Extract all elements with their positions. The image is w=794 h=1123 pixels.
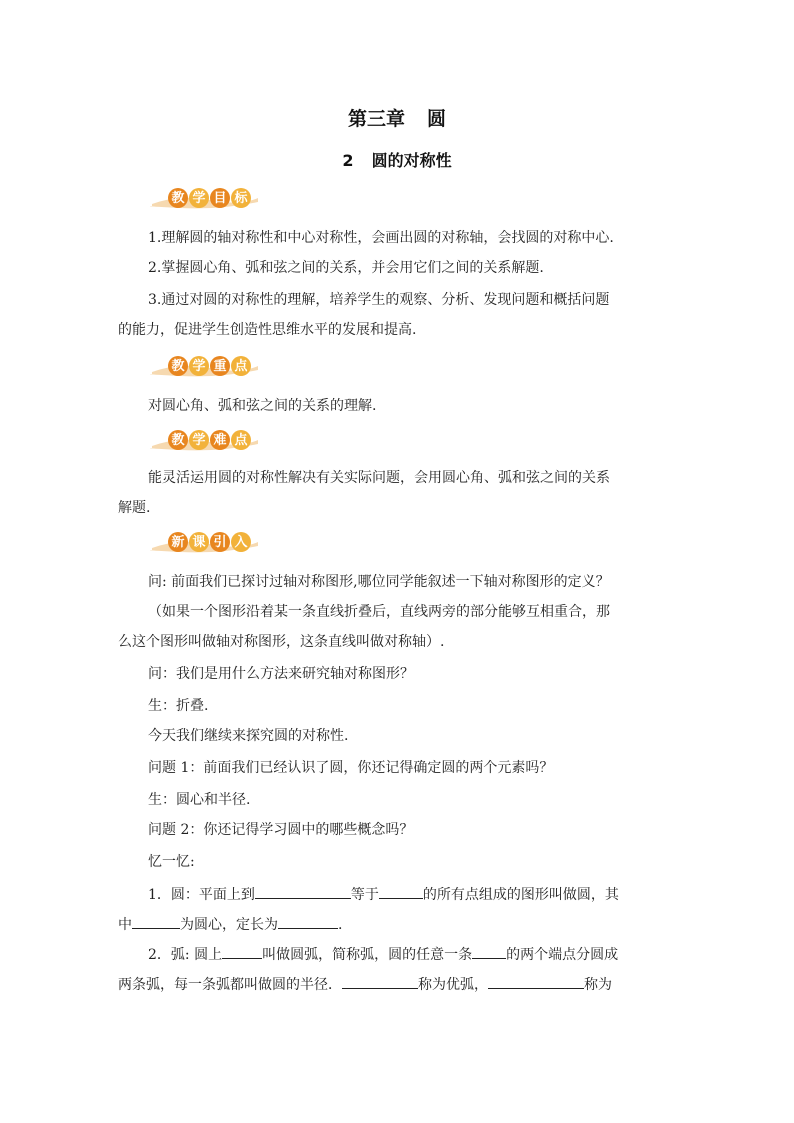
- fill-text: .: [338, 917, 343, 933]
- key-point-text: 对圆心角、弧和弦之间的关系的理解.: [148, 398, 377, 414]
- chapter-title: [0, 104, 794, 131]
- chapter-name: 圆: [427, 108, 447, 130]
- problem-2: 问题 2：你还记得学习圆中的哪些概念吗？: [148, 822, 414, 838]
- badge-char: 教: [168, 188, 188, 208]
- badge-char: 入: [231, 532, 251, 552]
- intro-continue: 今天我们继续来探究圆的对称性.: [148, 728, 349, 744]
- blank-field[interactable]: [222, 944, 262, 959]
- badge-char: 新: [168, 532, 188, 552]
- fill-in-1-cont: [118, 914, 678, 935]
- blank-field[interactable]: [379, 884, 423, 899]
- goal-item-3: 3.通过对圆的对称性的理解，培养学生的观察、分析、发现问题和概括问题: [148, 292, 610, 308]
- difficulty-text: 能灵活运用圆的对称性解决有关实际问题，会用圆心角、弧和弦之间的关系: [148, 470, 610, 486]
- recall-label: 忆一忆:: [148, 854, 195, 870]
- badge-char: 难: [210, 430, 230, 450]
- blank-field[interactable]: [278, 914, 338, 929]
- badge-key-points: [150, 354, 260, 380]
- fill-text: 两条弧，每一条弧都叫做圆的半径．: [118, 977, 342, 993]
- section-title: [0, 148, 794, 171]
- blank-field[interactable]: [255, 884, 351, 899]
- fill-text: 的所有点组成的图形叫做圆，其: [422, 887, 619, 903]
- badge-char: 标: [231, 188, 251, 208]
- badge-intro: [150, 530, 260, 556]
- badge-teaching-goals: [150, 186, 260, 212]
- fill-text: 1．圆：平面上到: [148, 887, 255, 903]
- blank-field[interactable]: [132, 914, 180, 929]
- badge-char: 引: [210, 532, 230, 552]
- problem-1-answer: 生：圆心和半径.: [148, 792, 251, 808]
- goal-item-2: 2.掌握圆心角、弧和弦之间的关系，并会用它们之间的关系解题.: [148, 260, 544, 276]
- fill-in-1: [148, 884, 708, 905]
- badge-char: 课: [189, 532, 209, 552]
- badge-char: 目: [210, 188, 230, 208]
- section-name: 圆的对称性: [371, 151, 452, 170]
- fill-text: 为圆心，定长为: [180, 917, 278, 933]
- badge-char: 学: [189, 430, 209, 450]
- intro-answer-1: （如果一个图形沿着某一条直线折叠后，直线两旁的部分能够互相重合，那: [148, 604, 610, 620]
- badge-char: 点: [231, 430, 251, 450]
- goal-item-1: 1.理解圆的轴对称性和中心对称性，会画出圆的对称轴，会找圆的对称中心.: [148, 230, 614, 246]
- badge-char: 教: [168, 356, 188, 376]
- goal-item-3-cont: 的能力，促进学生创造性思维水平的发展和提高.: [118, 322, 417, 338]
- blank-field[interactable]: [342, 974, 418, 989]
- difficulty-text-cont: 解题.: [118, 500, 151, 516]
- fill-text: 2．弧: 圆上: [148, 947, 223, 963]
- badge-difficulties: [150, 428, 260, 454]
- intro-question-1: 问: 前面我们已探讨过轴对称图形,哪位同学能叙述一下轴对称图形的定义？: [148, 574, 610, 590]
- badge-char: 学: [189, 356, 209, 376]
- chapter-label: 第三章: [347, 108, 405, 130]
- badge-char: 重: [210, 356, 230, 376]
- fill-text: 中: [118, 917, 132, 933]
- fill-text: 的两个端点分圆成: [506, 947, 619, 963]
- fill-in-2: [148, 944, 708, 965]
- fill-in-2-cont: [118, 974, 678, 995]
- intro-question-2: 问：我们是用什么方法来研究轴对称图形？: [148, 666, 414, 682]
- problem-1: 问题 1：前面我们已经认识了圆，你还记得确定圆的两个元素吗？: [148, 760, 554, 776]
- fill-text: 称为: [584, 977, 612, 993]
- badge-char: 学: [189, 188, 209, 208]
- badge-char: 教: [168, 430, 188, 450]
- intro-answer-2: 生：折叠.: [148, 698, 209, 714]
- fill-text: 等于: [350, 887, 379, 903]
- fill-text: 叫做圆弧，简称弧，圆的任意一条: [262, 947, 473, 963]
- fill-text: 称为优弧，: [418, 977, 488, 993]
- badge-char: 点: [231, 356, 251, 376]
- blank-field[interactable]: [488, 974, 584, 989]
- section-number: 2: [342, 151, 354, 170]
- blank-field[interactable]: [472, 944, 506, 959]
- intro-answer-1-cont: 么这个图形叫做轴对称图形，这条直线叫做对称轴）.: [118, 634, 445, 650]
